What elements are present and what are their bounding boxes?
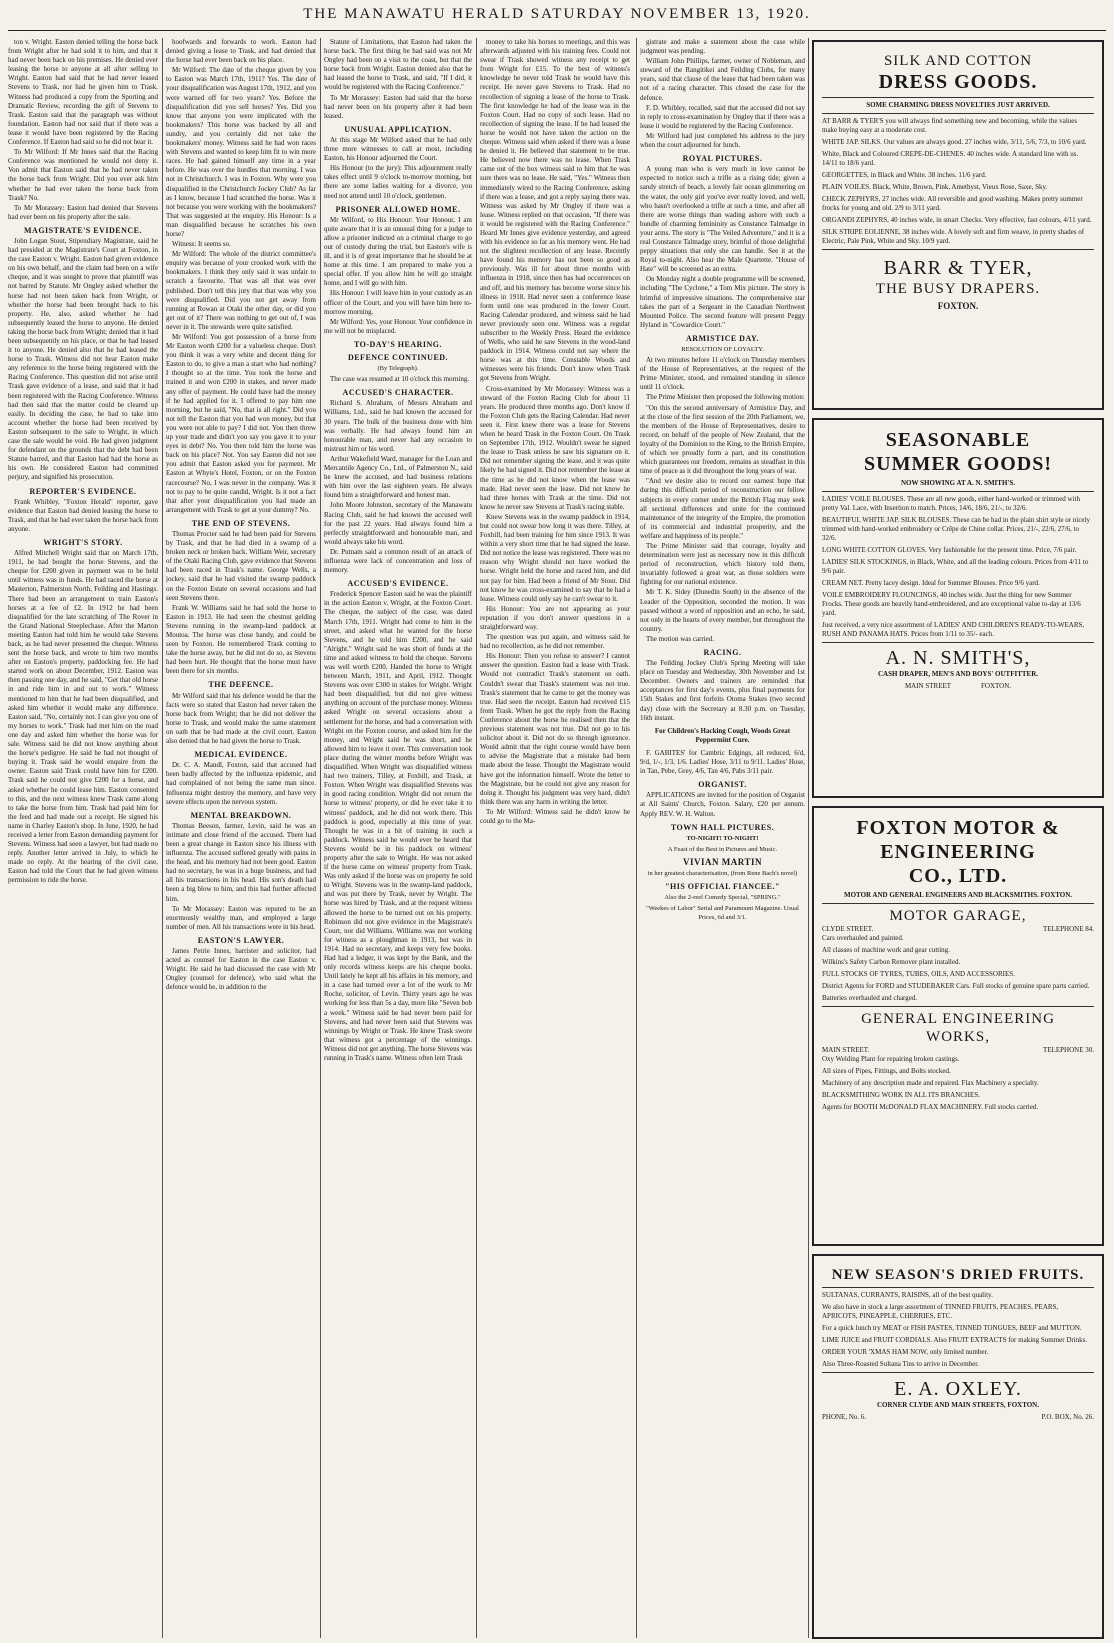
article-paragraph: Mr Wilford: Yes, your Honour. Your confidence in me will not be misplaced. xyxy=(324,317,472,335)
organist-heading: ORGANIST. xyxy=(698,780,747,790)
store-box: P.O. BOX, No. 26. xyxy=(1041,1413,1094,1421)
ad-item: BLACKSMITHING WORK IN ALL ITS BRANCHES. xyxy=(822,1091,980,1099)
garage-phone: TELEPHONE 84. xyxy=(1043,925,1094,933)
ad-item: We also have in stock a large assortment of TINNED FRUITS, PEACHES, PEARS, APRICOTS, PINEAPPLE, CHERRIES, ETC. xyxy=(822,1303,1059,1320)
article-paragraph: Mr Wilford: The date of the cheque given by you to Easton was March 17th, 1911? Yes. The date of your disqualification was August 17th, 1912, and you were warned off for two years? Yes. Before the disqualification did you sell horses? Yes. Did you know that anyone you were implicated with the bookmakers? This horse was backed by all and sundry, and you certainly did not take the bookmakers' money. Witness said he had won races with Stevens and wanted to keep him fit to win more races. He had gained himself any time in a year before. He was over the hurdles that morning. I was not in Christchurch. I was in Foxton. Why were you disqualified in the Christchurch Jockey Club? As far as I know, because I had scratched the horse. Was it not because you were working with the bookmakers? That was suggested at the enquiry. His Honour: Is a man disqualified because he scratches his own horse? xyxy=(166,66,316,238)
ad-tagline: MOTOR AND GENERAL ENGINEERS AND BLACKSMITHS. FOXTON. xyxy=(843,891,1073,899)
store-town: FOXTON. xyxy=(981,682,1012,690)
works-street: MAIN STREET. xyxy=(822,1046,870,1054)
column-4 xyxy=(480,38,630,1638)
article-paragraph: "And we desire also to record our earnest hope that during this difficult period of reconstruction our fellow subjects in every corner under the British Flag may seek all sectional differences and unite for the continued maintenance of the integrity of the Empire, the promotion of its commercial and industrial prosperity, and the welfare and happiness of its people." xyxy=(640,477,805,540)
ad-title: FOXTON MOTOR & xyxy=(856,817,1060,839)
an-smith-advert xyxy=(812,418,1104,798)
section-heading: MAGISTRATE'S EVIDENCE. xyxy=(24,225,142,235)
column-divider xyxy=(808,38,809,1638)
vivian-text: in her greatest characterisation, (from Rene Bach's novel) xyxy=(647,869,798,877)
article-paragraph: At two minutes before 11 o'clock on Thursday members of the House of Representatives, at the request of the Prime Minister, stood, and remained standing in silence until 11 o'clock. xyxy=(640,356,805,392)
article-paragraph: Alfred Mitchell Wright said that on March 17th, 1911, he had bought the horse Stevens, and the cheque for £200 given in payment was to be held until witness was in funds. He had raced the horse at Masterton, Palmerston North, Feilding and Hastings. There had been an arrangement to train Easton's horses at a fee of £2. In 1912 he had been disqualified for the late scratching of The Rover in the Grand National Steeplechase. After the Marton meeting Easton had told him he would take Stevens back, as he had never presented the cheque. Witness sent the horse back, and wrote to him two months after on Easton's property, paddocking fee. He had started work on about December, 1912. Easton was then passing one day, and he said, "Get that old horse in and ride him in and out to work." Witness mentioned to him that he had been disqualified, and asked him whether it would make any difference. Easton said, "No, certainly not. I can give you one of my horses to work." Trask had met him on the road one day and asked him whether the horse was for sale. Witness said he did not know anything about the horse's pedigree. He said he had not thought of buying it. Trask said he would enquire from the owner. Easton said Trask could have him for £200. Trask said he could not give £200 for a horse, and asked whether he could lease him. Easton consented to this, and the next witness knew Trask came along to take the horse from him. Trask had paid him for the feed and had made out a receipt. He signed his name in Charley Easton's shop. In June, 1920, he had received a letter from Easton demanding payment for Stevens. Witness had seen a lawyer, but had made no reply. Another letter arrived in July, to which he made no reply. At the hearing of the civil case, Easton had told the Court that he had given witness permission to ride the horse. xyxy=(8,549,158,885)
article-paragraph: Frank Whibley, "Foxton Herald" reporter, gave evidence that Easton had denied leasing the horse to Trask, and that he had ever taken the horse back from anyone. xyxy=(8,497,158,533)
article-paragraph: To Mr Morassey: Easton had said that the horse had never been on his property after it had been leased. xyxy=(324,93,472,120)
ad-item: LADIES' VOILE BLOUSES. These are all new goods, either hand-worked or trimmed with pretty Val. Lace, with Insertion to match. Prices, 14/6, 18/6, 21/-, to 32/6. xyxy=(822,495,1081,512)
article-paragraph: To Mr Morassey: Easton was reputed to be an enormously wealthy man, and employed a large number of men. All his transactions were in his head. xyxy=(166,904,316,931)
section-heading: REPORTER'S EVIDENCE. xyxy=(29,486,137,496)
section-heading: DEFENCE CONTINUED. xyxy=(347,353,449,362)
article-paragraph: His Honour: I will leave him in your custody as an officer of the Court, and you will have him here to-morrow morning. xyxy=(324,289,472,316)
works-heading: WORKS, xyxy=(926,1029,990,1045)
store-name: A. N. SMITH'S, xyxy=(885,647,1031,669)
article-paragraph: Mr Wilford, to His Honour: Your Honour, I am quite aware that it is an unusual thing for a judge to allow a prisoner indicted on a criminal charge to go out of custody during the trial, but Easton's wife is ill, and it is of great importance that he should be at home at this time. I am prepared to make you a special offer. If you allow him he will go straight home, and I will go with him. xyxy=(324,215,472,288)
town-hall-heading: TOWN HALL PICTURES. xyxy=(670,822,775,832)
article-paragraph: gistrate and make a statement about the case while judgment was pending. xyxy=(640,38,805,56)
ad-item: GEORGETTES, in Black and White. 38 inches. 11/6 yard. xyxy=(822,171,987,179)
racing-heading: RACING. xyxy=(703,648,742,657)
store-name: E. A. OXLEY. xyxy=(894,1378,1022,1400)
armistice-heading: ARMISTICE DAY. xyxy=(685,333,760,343)
ad-item: WHITE JAP. SILKS. Our values are always good. 27 inches wide, 3/11, 5/6, 7/3, to 10/6 yard. xyxy=(822,138,1087,146)
hacking-cough-ad: For Children's Hacking Cough, Woods Great Peppermint Cure. xyxy=(654,726,791,744)
article-paragraph: Dr. Putnam said a common result of an attack of influenza were lack of concentration and loss of memory. xyxy=(324,547,472,575)
store-tagline: THE BUSY DRAPERS. xyxy=(875,281,1041,297)
ad-title: SEASONABLE xyxy=(885,429,1031,451)
column-divider xyxy=(636,38,637,1638)
ad-item: White, Black and Coloured CREPE-DE-CHENES. 40 inches wide. A standard line with us. 14/11 to 18/6 yard. xyxy=(822,150,1079,167)
ad-intro: AT BARR & TYER'S you will always find something new and becoming, while the values make buying easy at a moderate cost. xyxy=(822,117,1078,134)
article-paragraph: At this stage Mr Wilford asked that he had only three more witnesses to call at most, including Easton, his Honour adjourned the Court. xyxy=(324,135,472,163)
article-paragraph: F. D. Whibley, recalled, said that the accused did not say in reply to cross-examination by Ongley that if there was a lease it would be registered by the Racing Conference. xyxy=(640,103,805,130)
ad-title: NEW SEASON'S DRIED FRUITS. xyxy=(831,1267,1085,1283)
spring-comedy: Also the 2-reel Comedy Special, "SPRING." xyxy=(664,894,781,902)
article-paragraph: Mr Wilford: The whole of the district committee's enquiry was because of your crooked work with the bookmakers. I think they only said it was unfair to scratch a favourite. That was all that was ever published. Don't tell this jury that that was why you were disqualified. Did you not get away from running at Rowan at Otaki the other day, or did you get out of it? There was nothing to get out of, I was never in it. The stewards were quite satisfied. xyxy=(166,250,316,331)
ad-item: ORDER YOUR 'XMAS HAM NOW, only limited number. xyxy=(822,1348,989,1356)
store-phone: PHONE, No. 6. xyxy=(822,1413,867,1421)
article-paragraph: John Moore Johnston, secretary of the Manawatu Racing Club, said he had known the accused well for the past 22 years. Had always found him a perfectly straightforward and honourable man, and would always take his word. xyxy=(324,501,472,546)
article-paragraph: hoofwards and forwards to work. Easton had denied giving a lease to Trask, and had denied that the horse had ever been back on his place. xyxy=(166,38,316,65)
section-heading: PRISONER ALLOWED HOME. xyxy=(335,204,461,214)
article-paragraph: His Honour (to the jury): This adjournment really takes effect until 9 o'clock to-morrow morning, but there are some ladies waiting for a divorce, you need not attend until 10 o'clock, gentlemen. xyxy=(324,164,472,200)
article-paragraph: James Petrie Innes, barrister and solicitor, had acted as counsel for Easton in the case Easton v. Wright. He said he had discussed the case with Mr Ongley (counsel for defence), who said what the defence would be, in addition to the xyxy=(166,947,316,992)
article-paragraph: Knew Stevens was in the swamp paddock in 1914, but could not swear how long it was there. Tilley, at Foxhill, had been training for him since 1913. It was within a very short time that he had signed the lease. Did not notice the lease was registered. There was no reason why Wright should not have worked the horse. Wright held the horse and raced him, and did not pay for him. Had been a friend of Mr Stout. Did not know he was cross-examined to say that he had a lease. Witness could only say he can't swear to it. xyxy=(480,512,630,603)
article-paragraph: Mr Wilford: You got possession of a horse from Mr Easton worth £200 for a valueless cheque. Don't you think it was a very white and decent thing for Easton to do, to give a man a start who had nothing? I thought so at the time. You took the horse and trained it and won £200 in stakes, and never made any offer of payment. He could have had the money if he had applied for it. I offered to pay him one morning, but he said, "No, that is all right." Did you not tell the Easton that you had won money, but that you were not able to pay? I did not. You then threw up your trade and didn't you say you gave it to your eyes in debt? No. You then told him the horse was back on his place? Not. You say Easton did not see you admit that Easton asked you for payment. Mr Easton at Whyte's Hotel, Foxton, or on the Foxton racecourse? No, I was never in the company. Was it not to pay to be quite candid, Wright. Is it not a fact that after your disqualification you had made an arrangement with Trask to get at your dummy? No. xyxy=(166,333,316,514)
article-paragraph: To Mr Wilford: Witness said he didn't know he could go to the Ma- xyxy=(480,807,630,825)
ad-item: Also Three-Roasted Sultana Tins to arrive in December. xyxy=(822,1360,979,1368)
article-paragraph: Arthur Wakefield Ward, manager for the Loan and Mercantile Agency Co., Ltd., of Palmerston N., said he knew the accused, and had business relations with him over the last eighteen years. He always found him a straightforward and honest man. xyxy=(324,454,472,500)
section-heading: ACCUSED'S CHARACTER. xyxy=(342,388,454,398)
article-paragraph: A young man who is very much in love cannot be expected to notice such a trifle as a rising tide; given a sandy stretch of beach, a lovely fair ocean glimmering on the water, the only girl you've ever really loved, and well, who hasn't overlooked a trifle at such a time, and after all there are worse things than wading ashore with such a bundle of charming femininity as Constance Talmadge in your arms. The story is "The Veiled Adventure," and it is a real Constance Talmadge story, brimful of those delightful peppy situations that only she can handle. See it at the Royal to-night. Also hear the Male Quartette. "House of Hate" will be screened as an extra. xyxy=(640,165,805,274)
ad-item: Just received, a very nice assortment of LADIES' AND CHILDREN'S READY-TO-WEARS, RUSH AND PANAMA HATS. Prices from 1/11 to 35/- each. xyxy=(822,621,1085,638)
ad-item: VOILE EMBROIDERY FLOUNCINGS, 40 inches wide. Just the thing for new Summer Frocks. These goods are heavily hand-embroidered, and are exceptional value to-day at 13/6 yard. xyxy=(822,591,1081,617)
section-heading: UNUSUAL APPLICATION. xyxy=(344,124,452,134)
store-town: FOXTON. xyxy=(937,301,979,311)
ad-item: PLAIN VOILES. Black, White, Brown, Pink, Amethyst, Vieux Rose, Saxe, Sky. xyxy=(822,183,1048,191)
column-1 xyxy=(8,38,158,1638)
ad-title: ENGINEERING xyxy=(880,841,1036,863)
article-paragraph: The motion was carried. xyxy=(646,634,715,643)
ad-item: All sizes of Pipes, Fittings, and Bolts stocked. xyxy=(822,1067,951,1075)
ad-item: Machinery of any description made and repaired. Flax Machinery a specialty. xyxy=(822,1079,1039,1087)
store-address: CORNER CLYDE AND MAIN STREETS, FOXTON. xyxy=(876,1401,1039,1409)
article-paragraph: Mr Wilford had just completed his address to the jury when the court adjourned for lunch. xyxy=(640,131,805,150)
ad-item: Oxy Welding Plant for repairing broken castings. xyxy=(822,1055,960,1063)
section-heading: EASTON'S LAWYER. xyxy=(197,935,285,945)
ad-item: SULTANAS, CURRANTS, RAISINS, all of the best quality. xyxy=(822,1291,993,1299)
article-paragraph: Thomas Procter said he had been paid for Stevens by Trask, and that he had died in a swamp of a broken neck or broken back. William Weir, secretary of the Otaki Racing Club, gave evidence that Stevens had been raced in Trask's name. George Wells, a jockey, said that he had visited the swamp paddock on the Foxton Estate on several occasions and had seen Stevens there. xyxy=(166,529,316,602)
royal-pictures-heading: ROYAL PICTURES. xyxy=(682,154,763,164)
garage-street: CLYDE STREET. xyxy=(822,925,874,933)
article-paragraph: On Monday night a double programme will be screened, including "The Cyclone," a Tom Mix picture. The story is brimful of impressive situations. The comprehensive star takes the part of a Sergeant in the Canadian Northwest Mounted Police. The second feature will present Peggy Hyland in "Cowardice Court." xyxy=(640,275,805,329)
article-paragraph: His Honour: You are not appearing as your reputation if you don't answer questions in a straightforward way. xyxy=(480,604,630,631)
article-paragraph: His Honour: Then you refuse to answer? I cannot answer the question. Easton had a lease with Trask. Would not contradict Trask's statement on oath. Couldn't swear that Trask's statement was not true. Trask's statement that he came to get the money was true. Had seen the receipt. Easton had received £15 from Trask. When he got the reply from the Racing Conference about the horse he realised then that the previous statement was not true. Did not go to his solicitor about it. Did not do so through ignorance. Would admit that the right course would have been to advise the Magistrate that a mistake had been made about the lease. Thought the Magistrate would have got the information himself. Wrote the letter to the Magistrate, but he could not give any reason for doing it. Thought his judgment was very hard, didn't think there was any harm in writing the letter. xyxy=(480,652,630,806)
store-name: BARR & TYER, xyxy=(883,257,1033,279)
article-paragraph: Dr. C. A. Mandl, Foxton, said that accused had been badly affected by the influenza epidemic, and had complained of not being the same man since. Influenza might destroy the memory, and have very severe effects upon the nervous system. xyxy=(166,761,316,806)
racing-text: The Feilding Jockey Club's Spring Meeting will take place on Tuesday and Wednesday, 30th November and 1st December. Owners and trainers are reminded that acceptances for first day's events, plus final payments for 15th Stakes and first forfeits Otoma Stakes (two second day) close with the Secretary at 8.30 p.m. on Tuesday, 16th instant. xyxy=(640,659,805,722)
town-hall-text: A Feast of the Best in Pictures and Music. xyxy=(667,845,778,853)
article-paragraph: Mr T. K. Sidey (Dunedin South) in the absence of the Leader of the Opposition, seconded the motion. It was passed without a word of opposition and an echo, he said, not only in the hearts of every member, but throughout the country. xyxy=(640,588,805,633)
town-hall-tonight: TO-NIGHT! TO-NIGHT! xyxy=(686,834,759,842)
article-paragraph: "On this the second anniversary of Armistice Day, and at the close of the first session of the 20th Parliament, we, the members of the House of Representatives, desire to record, on behalf of the people of New Zealand, that the loyalty of the Dominion to the King, to the British Empire, of which we proudly form a part, and its constitution which guarantees our freedom, remains as steadfast in this time of peace as it did throughout the long years of war. xyxy=(640,403,805,476)
ad-item: CHECK ZEPHYRS, 27 inches wide. All reversible and good washing. Makes pretty summer frocks for young and old. 2/9 to 3/11 yard. xyxy=(822,195,1083,212)
ad-item: For a quick lunch try MEAT or FISH PASTES, TINNED TONGUES, BEEF and MUTTON. xyxy=(822,1324,1082,1332)
masthead-rule xyxy=(8,30,1106,31)
ad-item: Wilkins's Safety Carbon Remover plant installed. xyxy=(822,958,961,966)
article-paragraph: money to take his horses to meetings, and this was afterwards adjusted with his training fees. Could not swear if Trask showed witness any receipt to get from Wright for £15. To the best of witness's knowledge he never told Trask he would have this receipt. He never gave Stevens to Trask. Had no recollection of signing a lease of the horse to Trask. The first knowledge he had of the lease was in the Foxton Court. Had no copy of such lease. Had no recollection of signing the lease. If he had leased the horse he would not have taken the action on the cheque. Witness said when asked if there was a lease he denied it. He believed that statement to be true. He believed now there was no lease. When Trask came out of the box witness said to him that he was sure there was no lease. He said, "Yes." Witness then immediately wired to the Racing Conference, asking if there was a lease, and got a reply saying there was. Witness was asked by Mr Ongley if there was a lease. Witness replied on that occasion, "If there was it would be registered with the Racing Conference." Heard Mr Innes give evidence yesterday, and agreed with his evidence so far as his memory went. He had not the slightest recollection of any lease. Recently have found his memory has not been so good as previously. Was ill for about three months with influenza in 1918, since then has had occurrences on and off, and his memory has become worse since his illness in 1918. Had never seen a conference lease form until one was produced in the lower Court. Racing Calendar produced, and witness said he had never previously seen one. Witness was a regular subscriber to the Weekly Press. Heard the evidence of Wells, who said he saw Stevens in the wood-land paddock in 1914. Witness could not say where the horse was at this time. Constable Woods and witnesses were his friends. Don't know when Trask got Stevens from Wright. xyxy=(480,38,630,383)
article-paragraph: Witness: It seems so. xyxy=(172,240,231,249)
column-divider xyxy=(320,38,321,1638)
ad-title: DRESS GOODS. xyxy=(878,71,1038,93)
armistice-subheading: RESOLUTION OF LOYALTY. xyxy=(681,346,764,353)
article-paragraph: The Prime Minister then proposed the following motion: xyxy=(646,393,805,402)
foxton-motor-advert xyxy=(812,806,1104,1246)
article-paragraph: Statute of Limitations, that Easton had taken the horse back. The first thing he had said was not Mr Ongley had been on a visit to the coast, but that the horse back from Wright. Easton denied also that he had leased the horse to Trask, and said, "If I did, it would be registered with the Racing Conference." xyxy=(324,38,472,92)
article-paragraph: The Prime Minister said that courage, loyalty and determination were just as necessary now in this difficult period of reconstruction, which history told them, invariably followed a great war, as those soldiers were fighting for our national existence. xyxy=(640,541,805,587)
section-heading: THE END OF STEVENS. xyxy=(191,518,291,528)
column-divider xyxy=(162,38,163,1638)
ad-item: BEAUTIFUL WHITE JAP. SILK BLOUSES. These can be had in the plain shirt style or nicely trimmed with hand-worked embroidery or Crêpe de Chine collar. Prices, 21/-, 22/6, 27/6, to 32/6. xyxy=(822,516,1090,542)
gabites-ad: F. GABITES' for Cambric Edgings, all reduced, 6/d, 9/d, 1/-, 1/3, 1/6. Ladies' Hose, 3/11 to 9/11. Ladies' Hose, in Tan, Pebe, Grey, 4/6, Tan 4/6, Pabs 3/11 pair. xyxy=(640,748,805,776)
column-2 xyxy=(166,38,316,1638)
article-paragraph: Cross-examined by Mr Morassey: Witness was a steward of the Foxton Racing Club for about 11 years. He produced three months ago. Don't know if the Foxton Club gets the Racing Calendar. Had never seen it. First knew there was a lease for Stevens when he heard Trask in the Foxton Court. On Trask on September 17th, 1912. Wouldn't swear he signed the lease to Trask unless he saw his signature on it. Did not remember signing the lease, and it was quite likely he had signed it. Did not remember the lease at the time as he did not know when the lease was made. Had never seen the lease. Did not know he had three horses with Trask at the time. Did not know he never saw Stevens at Trask's racing stable. xyxy=(480,384,630,511)
ad-item: Agents for BOOTH McDONALD FLAX MACHINERY. Full stocks carried. xyxy=(822,1103,1039,1111)
ad-item: CREAM NET. Pretty lacey design. Ideal for Summer Blouses. Price 9/6 yard. xyxy=(822,579,1040,587)
article-paragraph: Thomas Beeson, farmer, Levin, said he was an intimate and close friend of the accused. There had been a great change in Easton since his illness with influenza. The accused suffered greatly with pains in the head, and his memory had not been good. Easton had no secretary, he was in a huge business, and had all his transactions in his head. His son's death had been a big blow to him, and this had further affected him. xyxy=(166,821,316,903)
works-phone: TELEPHONE 30. xyxy=(1043,1046,1094,1054)
ad-item: LIME JUICE and FRUIT CORDIALS. Also FRUIT EXTRACTS for making Summer Drinks. xyxy=(822,1336,1088,1344)
article-paragraph: The question was put again, and witness said he had no recollection, as he did not remember. xyxy=(480,633,630,651)
article-paragraph: To Mr Wilford: If Mr Innes said that the Racing Conference was mentioned he would not deny it. Von admit that Easton said that he had never taken the horse back from Wright. Did you ever ask him whether he had ever taken the horse back from Trask? No. xyxy=(8,148,158,202)
article-paragraph: Richard S. Abraham, of Messrs Abraham and Williams, Ltd., said he had known the accused for 30 years. The bulk of the business done with him was verbally. He had always found him an honourable man, and never had any occasion to mistrust him or his word. xyxy=(324,399,472,453)
store-tagline: CASH DRAPER, MEN'S AND BOYS' OUTFITTER. xyxy=(877,670,1039,678)
ad-item: LONG WHITE COTTON GLOVES. Very fashionable for the present time. Price, 7/6 pair. xyxy=(822,546,1077,554)
ad-tagline: NOW SHOWING AT A. N. SMITH'S. xyxy=(901,479,1015,487)
barr-tyer-advert xyxy=(812,40,1104,410)
article-paragraph: ton v. Wright. Easton denied telling the horse back from Wright after he had sold it to him, and that it had never been back on his premises. He denied ever leasing the horse to anyone at all after selling to Wright. Easton had said that he had never leased Stevens to Trask, nor had he given him to Trask. Witness had produced a copy from the Sporting and Dramatic Review, recording the gift of Stevens to Trask. Easton said that the paragraph was without foundation. Easton had not said that if there was a lease it would have been registered by the Racing Conference. If Easton had said so he did not hear it. xyxy=(8,38,158,147)
section-heading: MEDICAL EVIDENCE. xyxy=(194,750,288,760)
ad-item: District Agents for FORD and STUDEBAKER Cars. Full stocks of genuine spare parts carried. xyxy=(822,982,1090,990)
article-paragraph: John Logan Stout, Stipendiary Magistrate, said he had presided at the Magistrate's Court at Foxton, in the case Easton v. Wright. Easton had given evidence on his own behalf, and the claim had been on a wife cheque, and it was sought to prove that plaintiff was not barred by Statute. Mr Ongley asked whether the horse had not been taken back from Wright, or whether the horse had been brought back to his property. He, also, asked whether he had subsequently leased the horse to anyone. He denied taking the horse back from Wright; denied that it had been subsequently on his place, or that he had leased it to anyone. He denied also that he had leased the horse to Trask. Witness did not hear Easton make any reference to the horse being registered with the Racing Conference. This question did not arise until Trask gave evidence of a lease, and said that it had been registered with the Racing Conference. Witness had then said that the matter could be cleared up easily. In deciding the case, he had to take into account whether the horse had been received by Easton subsequent to the sale to Wright, in which case the sale would be void. He had given judgment for defendant on the grounds that the debt had been Statute barred, and that Easton had had the horse as his own. He considered Easton had committed perjury, and signified his prosecution. xyxy=(8,236,158,482)
ad-title: SILK AND COTTON xyxy=(883,53,1033,69)
ad-tagline: SOME CHARMING DRESS NOVELTIES JUST ARRIVED. xyxy=(866,101,1050,109)
oxley-advert xyxy=(812,1254,1104,1639)
column-5 xyxy=(640,38,805,1638)
section-heading: WRIGHT'S STORY. xyxy=(43,537,123,547)
masthead: THE MANAWATU HERALD SATURDAY NOVEMBER 13, 1920. xyxy=(303,6,811,22)
works-heading: GENERAL ENGINEERING xyxy=(861,1011,1055,1027)
article-paragraph: Frederick Spencer Easton said he was the plaintiff in the action Easton v. Wright, at the Foxton Court. The cheque, the subject of the case, was dated March 17th, 1911. Wright had come to him in the street, and asked what he wanted for the horse Stevens, and he told him £200, and he said "Alright." Wright said he was short of funds at the time and asked witness to hold the cheque. Stevens was well worth £200. Handed the horse to Wright between March, 1911, and April, 1912. Thought Stevens was over £300 in stakes for Wright. Wright had been disqualified, but did not give witness anything on account of the purchase money. Witness asked Wright on several occasions about a settlement for the horse, and had a conversation with Wright on the Foxton course, and asked him for the money, and Wright said he was short, and he allowed him to leave it over. This conversation took place during the winter months before Wright was disqualified. When Wright was disqualified witness had two trainers, Tilley, at Foxhill, and Trask, at Foxton. When Wright was disqualified Stevens was in good racing condition. Wright did not return the horse to witness' property, or did he ever take it to witness' paddock, and he did not work there. This paddock is good, especially at this time of year. Thought he was in a bit of training in such a paddock. Witness said he would ever be heard that Stevens would be in his paddock on witness' property after the sale to Wright. He was not asked if the horse came on witness' property from Trask. Was only asked if the horse was on property he sold to Wright. Stevens was in the swamp-land paddock, and was put there by Trask, never by Wright. The horse was hired by Trask, and at the request witness allowed the horse to be turned out on his property. Robinson did not give evidence in the Magistrate's Court, nor did Williams. Williams was not working for witness as a ploughman in 1913, but was in 1914. Had no secretary, and keeps very few books. Had had a ledger, it was kept by the Bank, and the only records witness keeps are his cheque books. Until lately he kept all his affairs in his memory, and in a case had turned over a lot of the work to Mr Roche, solicitor, of Levin. Thirty years ago he was working for less than 5s a day, more like "Seven bob a week." Witness said he had never been paid for Stevens, and had never been said that Stevens was winnings by Wright or Trask. He knew Trask swore that witness got a percentage of the winnings. Witness did not get anything. The horse Stevens was running in Trask's name. Witness often lent Trask xyxy=(324,590,472,1063)
column-3 xyxy=(324,38,472,1638)
ad-item: Batteries overhauled and charged. xyxy=(822,994,918,1002)
section-heading: ACCUSED'S EVIDENCE. xyxy=(347,579,449,589)
section-heading: THE DEFENCE. xyxy=(208,680,274,690)
article-paragraph: Frank W. Williams said he had sold the horse to Easton in 1913. He had seen the chestnut gelding Stevens running in the swamp-land paddock at Moutoa. The horse was close handy, and could be seen by Foxton. He remembered Trask coming to take the horse away, but he did not do so, as Stevens had been hurt. He thought that the horse must have been there for six months. xyxy=(166,603,316,676)
article-paragraph: William John Phillips, farmer, owner of Nobleman, and steward of the Rangitikei and Feilding Clubs, for many years, said that clause of the lease that had been taken was not of a racing character. This closed the case for the defence. xyxy=(640,57,805,102)
section-heading: TO-DAY'S HEARING. xyxy=(353,339,443,349)
ad-item: Cars overhauled and painted. xyxy=(822,934,904,942)
garage-heading: MOTOR GARAGE, xyxy=(889,908,1027,924)
article-paragraph: The case was resumed at 10 o'clock this morning. xyxy=(330,375,470,384)
ad-item: SILK STRIPE EOLIENNE, 38 inches wide. A lovely soft and firm weave, in pretty shades of Electric, Pale Pink, White and Sky. 10/9 yard. xyxy=(822,228,1085,245)
official-fiancee: "HIS OFFICIAL FIANCEE." xyxy=(665,882,780,892)
organist-text: APPLICATIONS are invited for the position of Organist at All Saints' Church, Foxton. Salary, £20 per annum. Apply REV. W. H. Walton. xyxy=(640,791,805,818)
article-paragraph: To Mr Morassey: Easton had denied that Stevens had ever been on his property after the sale. xyxy=(8,203,158,221)
ad-item: All classes of machine work and gear cutting. xyxy=(822,946,950,954)
section-heading: MENTAL BREAKDOWN. xyxy=(190,810,292,820)
ad-title: CO., LTD. xyxy=(908,865,1008,887)
store-street: MAIN STREET xyxy=(904,682,952,690)
ad-title: SUMMER GOODS! xyxy=(864,453,1052,475)
article-paragraph: Mr Wilford said that his defence would be that the facts were so stated that Easton had never taken the horse back from Wright; that he did not deliver the horse to Trask, and would make the same statement on oath that he had made at the civil court. Easton also denied that he had given the horse to Trask. xyxy=(166,691,316,746)
ad-item: FULL STOCKS OF TYRES, TUBES, OILS, AND ACCESSORIES. xyxy=(822,970,1015,978)
ad-item: LADIES' SILK STOCKINGS, in Black, White, and all the leading colours. Prices from 4/11 to 9/6 pair. xyxy=(822,558,1089,575)
vivian-martin: VIVIAN MARTIN xyxy=(683,856,762,867)
column-divider xyxy=(476,38,477,1638)
section-heading: (By Telegraph). xyxy=(377,365,419,373)
ad-item: ORGANDI ZEPHYRS, 40 inches wide, in smart Checks. Very effective, fast colours, 4/11 yard. xyxy=(822,216,1092,224)
serial-line: "Weekes of Labor" Serial and Paramount Magazine. Usual Prices, 6d and 3/1. xyxy=(646,905,799,922)
